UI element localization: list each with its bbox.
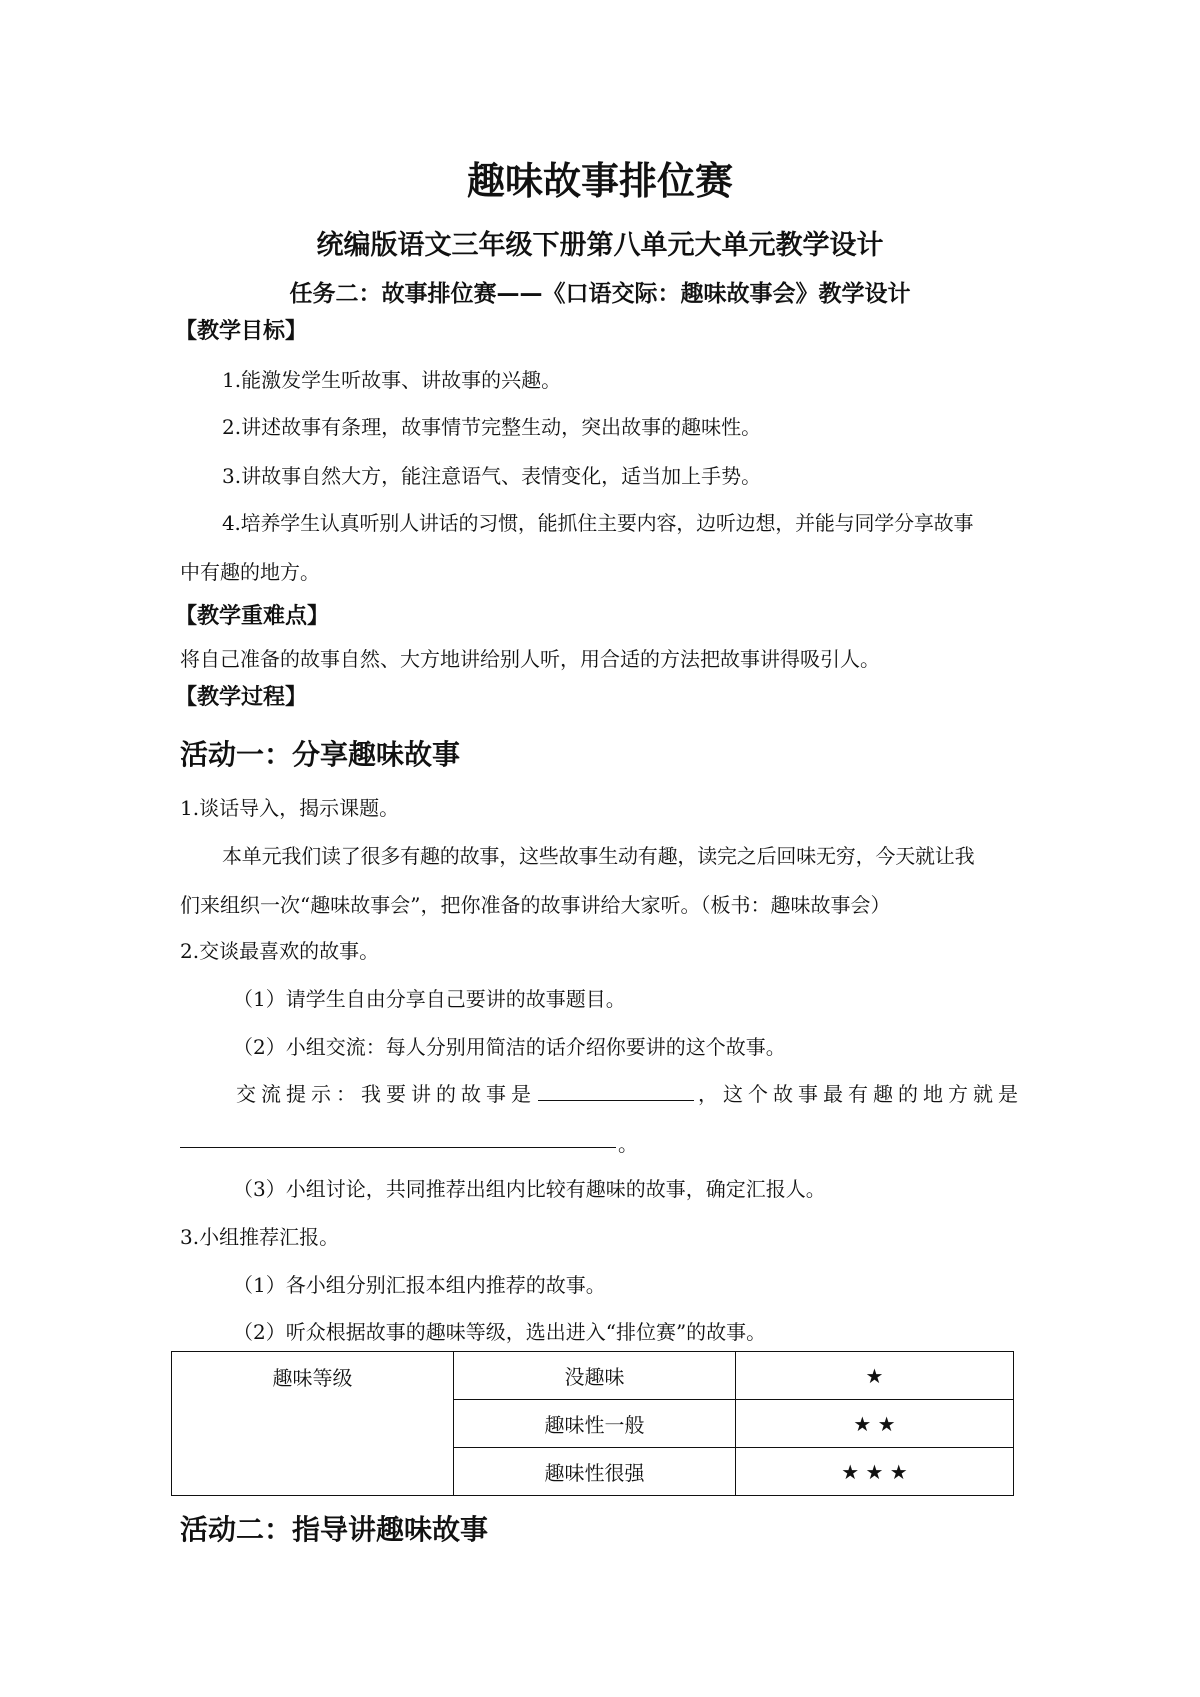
step2-sub2: （2）小组交流：每人分别用简洁的话介绍你要讲的这个故事。 (233, 1035, 786, 1059)
activity1-heading: 活动一：分享趣味故事 (180, 738, 461, 771)
objective-item-3: 3.讲故事自然大方，能注意语气、表情变化，适当加上手势。 (222, 464, 762, 488)
level-label-cell: 没趣味 (454, 1352, 736, 1400)
level-label-cell: 趣味性很强 (454, 1448, 736, 1496)
tip-text-b: ，这个故事最有趣的地方就是 (698, 1082, 1023, 1106)
level-label-cell: 趣味性一般 (454, 1400, 736, 1448)
task-heading: 任务二：故事排位赛——《口语交际：趣味故事会》教学设计 (289, 281, 911, 307)
key-points-heading: 【教学重难点】 (175, 604, 330, 629)
table-row (172, 1352, 1014, 1400)
tip-end: 。 (618, 1132, 638, 1156)
objectives-heading: 【教学目标】 (175, 319, 308, 344)
step2-sub1: （1）请学生自由分享自己要讲的故事题目。 (233, 987, 626, 1011)
activity1-step1: 1.谈话导入，揭示课题。 (180, 796, 400, 820)
level-stars-cell: ★ ★ ★ (736, 1448, 1014, 1496)
level-stars-cell: ★ ★ (736, 1400, 1014, 1448)
objective-item-4-cont: 中有趣的地方。 (180, 560, 320, 584)
activity1-step3: 3.小组推荐汇报。 (180, 1225, 340, 1249)
table-header-cell: 趣味等级 (172, 1352, 454, 1496)
fill-blank-1 (538, 1100, 694, 1101)
tip-text-a: 交流提示：我要讲的故事是 (236, 1082, 536, 1106)
activity2-heading: 活动二：指导讲趣味故事 (180, 1513, 489, 1546)
step3-sub2: （2）听众根据故事的趣味等级，选出进入“排位赛”的故事。 (233, 1320, 767, 1344)
step3-sub1: （1）各小组分别汇报本组内推荐的故事。 (233, 1273, 606, 1297)
page-subtitle: 统编版语文三年级下册第八单元大单元教学设计 (316, 230, 884, 261)
process-heading: 【教学过程】 (175, 685, 308, 710)
step2-sub3: （3）小组讨论，共同推荐出组内比较有趣味的故事，确定汇报人。 (233, 1177, 826, 1201)
objective-item-1: 1.能激发学生听故事、讲故事的兴趣。 (222, 368, 562, 392)
interest-level-table (171, 1351, 1014, 1496)
level-stars-cell: ★ (736, 1352, 1014, 1400)
key-points-text: 将自己准备的故事自然、大方地讲给别人听，用合适的方法把故事讲得吸引人。 (180, 647, 880, 671)
objective-item-4: 4.培养学生认真听别人讲话的习惯，能抓住主要内容，边听边想，并能与同学分享故事 (222, 511, 974, 535)
activity1-step2: 2.交谈最喜欢的故事。 (180, 939, 380, 963)
activity1-intro-line1: 本单元我们读了很多有趣的故事，这些故事生动有趣，读完之后回味无穷，今天就让我 (222, 844, 975, 868)
fill-blank-2 (180, 1147, 616, 1148)
page-title: 趣味故事排位赛 (466, 159, 733, 203)
activity1-intro-line2: 们来组织一次“趣味故事会”，把你准备的故事讲给大家听。（板书：趣味故事会） (180, 893, 891, 917)
objective-item-2: 2.讲述故事有条理，故事情节完整生动，突出故事的趣味性。 (222, 415, 762, 439)
